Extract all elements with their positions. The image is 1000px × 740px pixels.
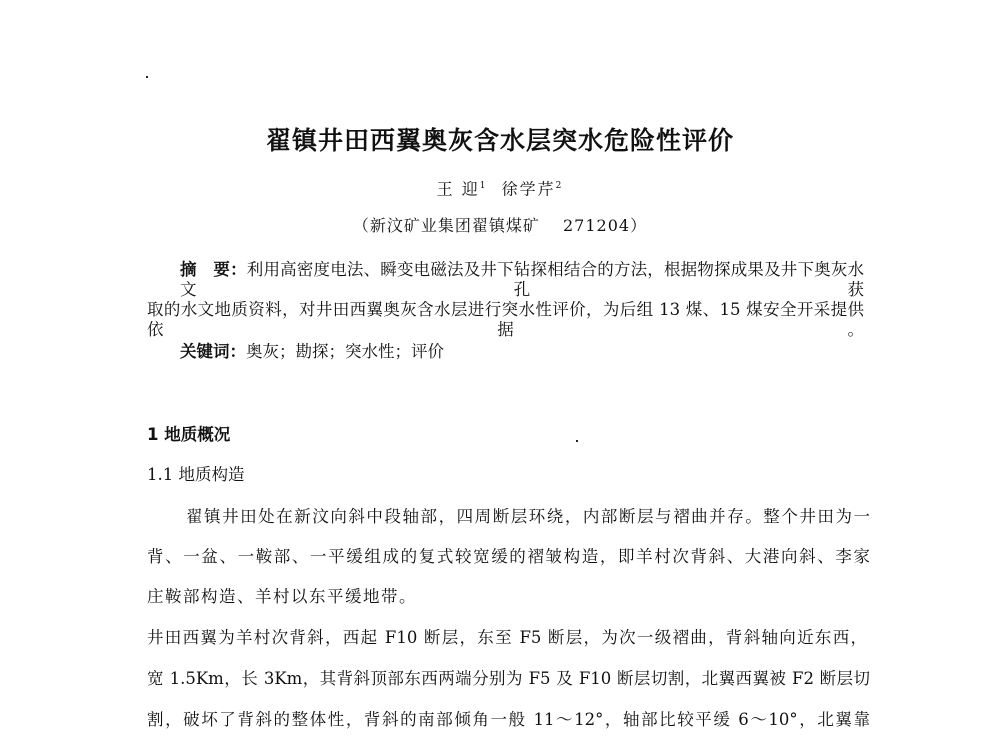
section-heading: 1 地质概况 (147, 425, 231, 444)
author-name: 徐学芹 (501, 179, 556, 199)
subsection-heading: 1.1 地质构造 (147, 465, 245, 484)
page-title: 翟镇井田西翼奥灰含水层突水危险性评价 (265, 126, 734, 155)
body-line: 庄鞍部构造、羊村以东平缓地带。 (147, 587, 417, 606)
abstract-label: 摘 要： (180, 260, 247, 279)
body-line: 翟镇井田处在新汶向斜中段轴部，四周断层环绕，内部断层与褶曲并存。整个井田为一 (186, 507, 870, 526)
abstract-line (180, 260, 864, 299)
author-name: 王 迎 (436, 179, 480, 199)
body-line: 井田西翼为羊村次背斜，西起 F10 断层，东至 F5 断层，为次一级褶曲，背斜轴向近东西， (147, 628, 867, 647)
keywords-label: 关键词： (180, 342, 246, 361)
author-affil-mark: 1 (479, 181, 488, 191)
body-line: 割，破坏了背斜的整体性，背斜的南部倾角一般 11～12°，轴部比较平缓 6～10°，北翼靠 (147, 710, 870, 729)
keywords (180, 342, 444, 362)
authors (0, 176, 1000, 199)
body-line: 背、一盆、一鞍部、一平缓组成的复式较宽缓的褶皱构造，即羊村次背斜、大港向斜、李家 (147, 547, 870, 566)
scan-speck (576, 440, 578, 442)
author-affil-mark: 2 (555, 181, 564, 191)
scan-speck (146, 76, 148, 78)
body-line: 宽 1.5Km，长 3Km，其背斜顶部东西两端分别为 F5 及 F10 断层切割，北翼西翼被 F2 断层切 (147, 669, 870, 688)
keywords-text: 奥灰；勘探；突水性；评价 (246, 342, 444, 361)
abstract-line: 取的水文地质资料，对井田西翼奥灰含水层进行突水性评价，为后组 13 煤、15 煤安全开采提供依据。 (147, 300, 864, 339)
abstract-text: 利用高密度电法、瞬变电磁法及井下钻探相结合的方法，根据物探成果及井下奥灰水文孔获 (180, 260, 864, 299)
affiliation: （新汶矿业集团翟镇煤矿 271204） (352, 216, 648, 235)
